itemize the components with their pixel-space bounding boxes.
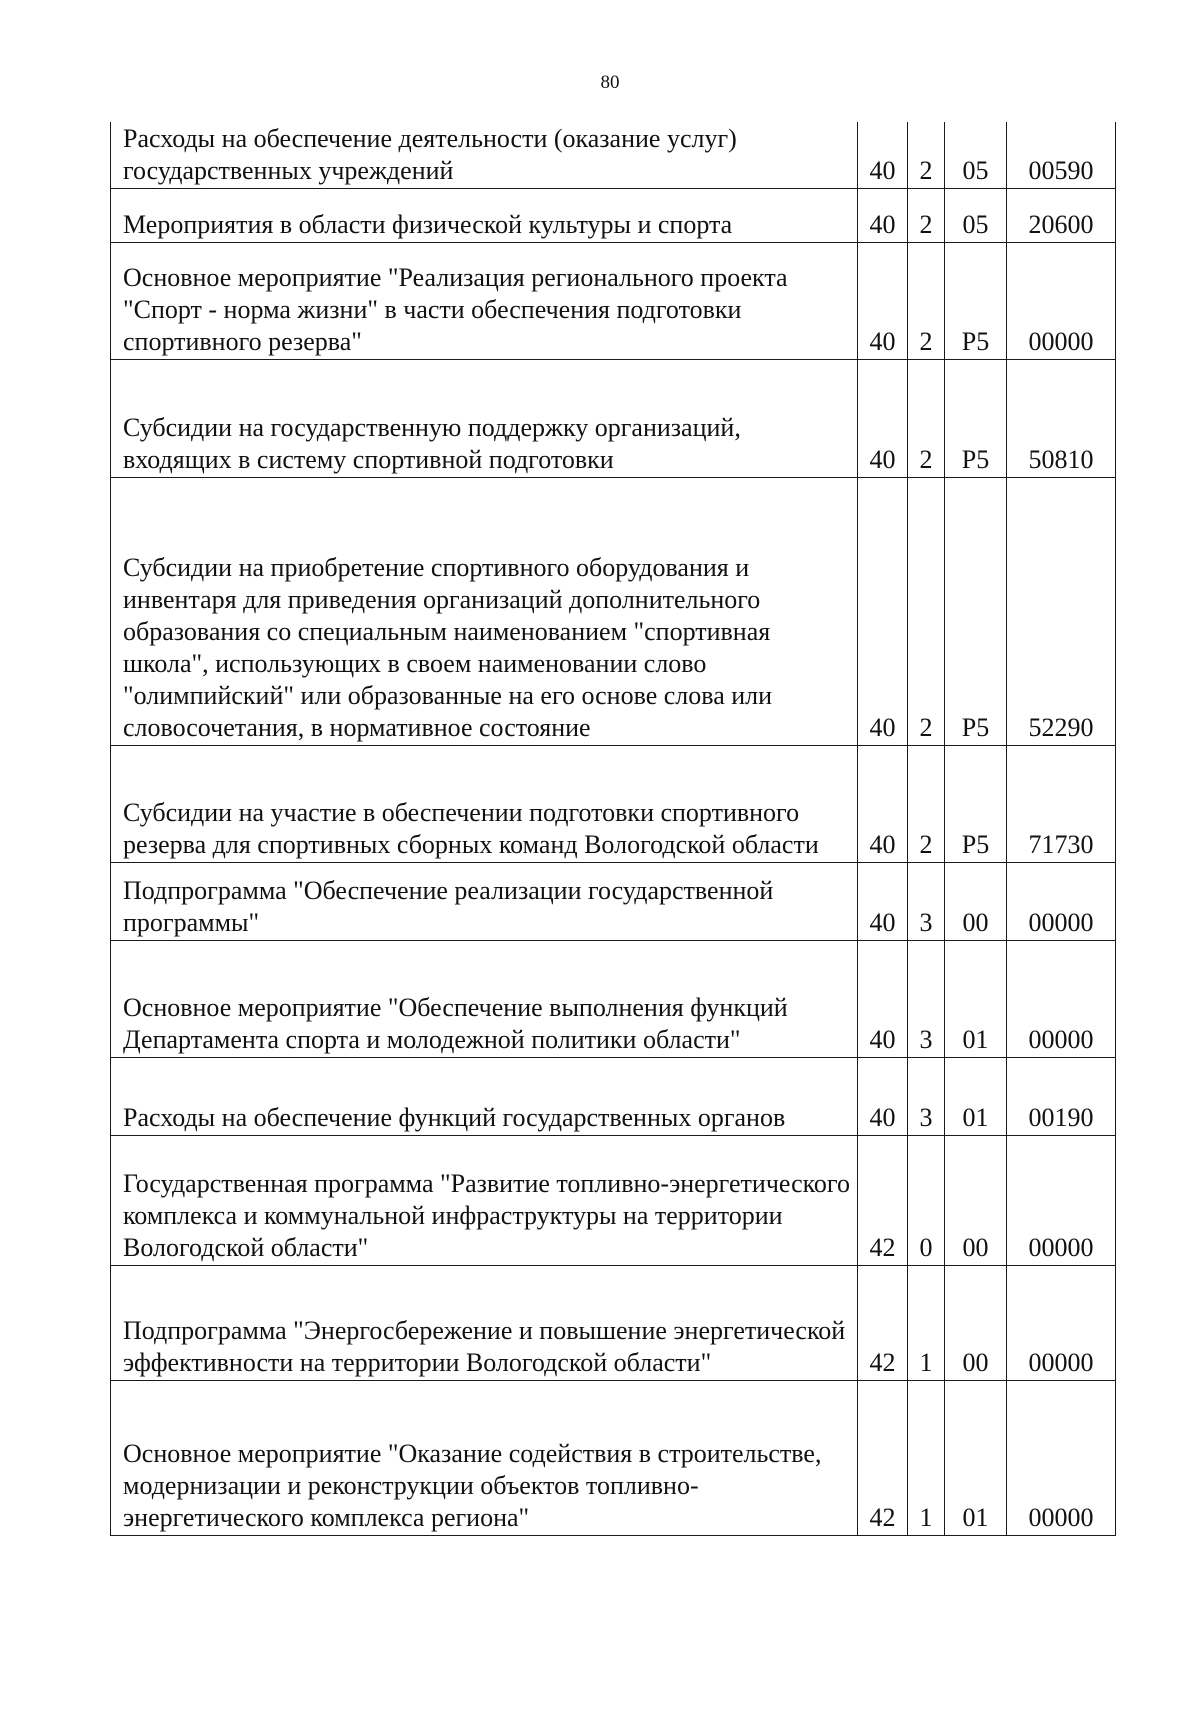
direction-code: 71730 bbox=[1007, 745, 1116, 862]
table-row bbox=[111, 122, 1116, 188]
subprogram-code: 2 bbox=[908, 188, 945, 242]
direction-code: 00000 bbox=[1007, 1135, 1116, 1265]
row-description: Подпрограмма "Обеспечение реализации государственной программы" bbox=[111, 862, 858, 940]
direction-code: 20600 bbox=[1007, 188, 1116, 242]
row-description: Государственная программа "Развитие топливно-энергетического комплекса и коммунальной инфраструктуры на территории Вологодской области" bbox=[111, 1135, 858, 1265]
subprogram-code: 2 bbox=[908, 359, 945, 477]
subprogram-code: 2 bbox=[908, 242, 945, 359]
table-row bbox=[111, 745, 1116, 862]
budget-classification-table bbox=[110, 122, 1116, 1536]
subprogram-code: 0 bbox=[908, 1135, 945, 1265]
direction-code: 00190 bbox=[1007, 1057, 1116, 1135]
activity-code: 05 bbox=[945, 188, 1007, 242]
row-description: Расходы на обеспечение деятельности (оказание услуг) государственных учреждений bbox=[111, 122, 858, 188]
program-code: 40 bbox=[858, 745, 908, 862]
program-code: 42 bbox=[858, 1135, 908, 1265]
subprogram-code: 2 bbox=[908, 477, 945, 745]
activity-code: 01 bbox=[945, 1380, 1007, 1535]
program-code: 40 bbox=[858, 242, 908, 359]
table-row bbox=[111, 1380, 1116, 1535]
row-description: Субсидии на государственную поддержку организаций, входящих в систему спортивной подготовки bbox=[111, 359, 858, 477]
activity-code: P5 bbox=[945, 477, 1007, 745]
direction-code: 00000 bbox=[1007, 1380, 1116, 1535]
row-description: Основное мероприятие "Реализация регионального проекта "Спорт - норма жизни" в части обеспечения подготовки спортивного резерва" bbox=[111, 242, 858, 359]
table-row bbox=[111, 862, 1116, 940]
program-code: 40 bbox=[858, 188, 908, 242]
subprogram-code: 2 bbox=[908, 122, 945, 188]
row-description: Основное мероприятие "Оказание содействия в строительстве, модернизации и реконструкции объектов топливно-энергетического комплекса региона" bbox=[111, 1380, 858, 1535]
program-code: 40 bbox=[858, 940, 908, 1057]
activity-code: 00 bbox=[945, 1265, 1007, 1380]
table-row bbox=[111, 940, 1116, 1057]
row-description: Мероприятия в области физической культуры и спорта bbox=[111, 188, 858, 242]
program-code: 40 bbox=[858, 862, 908, 940]
activity-code: 01 bbox=[945, 1057, 1007, 1135]
activity-code: 00 bbox=[945, 862, 1007, 940]
program-code: 40 bbox=[858, 122, 908, 188]
activity-code: P5 bbox=[945, 242, 1007, 359]
direction-code: 00590 bbox=[1007, 122, 1116, 188]
subprogram-code: 1 bbox=[908, 1265, 945, 1380]
subprogram-code: 3 bbox=[908, 1057, 945, 1135]
table-row bbox=[111, 1265, 1116, 1380]
page-number: 80 bbox=[600, 72, 620, 93]
program-code: 40 bbox=[858, 1057, 908, 1135]
table-row bbox=[111, 188, 1116, 242]
direction-code: 00000 bbox=[1007, 242, 1116, 359]
activity-code: P5 bbox=[945, 359, 1007, 477]
table-row bbox=[111, 1135, 1116, 1265]
direction-code: 00000 bbox=[1007, 1265, 1116, 1380]
program-code: 42 bbox=[858, 1380, 908, 1535]
activity-code: 01 bbox=[945, 940, 1007, 1057]
program-code: 42 bbox=[858, 1265, 908, 1380]
table-row bbox=[111, 359, 1116, 477]
direction-code: 52290 bbox=[1007, 477, 1116, 745]
activity-code: 00 bbox=[945, 1135, 1007, 1265]
program-code: 40 bbox=[858, 359, 908, 477]
subprogram-code: 3 bbox=[908, 862, 945, 940]
table-row bbox=[111, 242, 1116, 359]
subprogram-code: 3 bbox=[908, 940, 945, 1057]
program-code: 40 bbox=[858, 477, 908, 745]
direction-code: 00000 bbox=[1007, 862, 1116, 940]
table-row bbox=[111, 477, 1116, 745]
row-description: Основное мероприятие "Обеспечение выполнения функций Департамента спорта и молодежной политики области" bbox=[111, 940, 858, 1057]
row-description: Субсидии на участие в обеспечении подготовки спортивного резерва для спортивных сборных команд Вологодской области bbox=[111, 745, 858, 862]
subprogram-code: 1 bbox=[908, 1380, 945, 1535]
activity-code: 05 bbox=[945, 122, 1007, 188]
activity-code: P5 bbox=[945, 745, 1007, 862]
row-description: Расходы на обеспечение функций государственных органов bbox=[111, 1057, 858, 1135]
direction-code: 00000 bbox=[1007, 940, 1116, 1057]
direction-code: 50810 bbox=[1007, 359, 1116, 477]
row-description: Субсидии на приобретение спортивного оборудования и инвентаря для приведения организаций дополнительного образования со специальным наименованием "спортивная школа", использующих в своем наименовании слово "олимпийский" или образованные на его основе слова или словосочетания, в нормативное состояние bbox=[111, 477, 858, 745]
table-row bbox=[111, 1057, 1116, 1135]
row-description: Подпрограмма "Энергосбережение и повышение энергетической эффективности на территории Вологодской области" bbox=[111, 1265, 858, 1380]
subprogram-code: 2 bbox=[908, 745, 945, 862]
